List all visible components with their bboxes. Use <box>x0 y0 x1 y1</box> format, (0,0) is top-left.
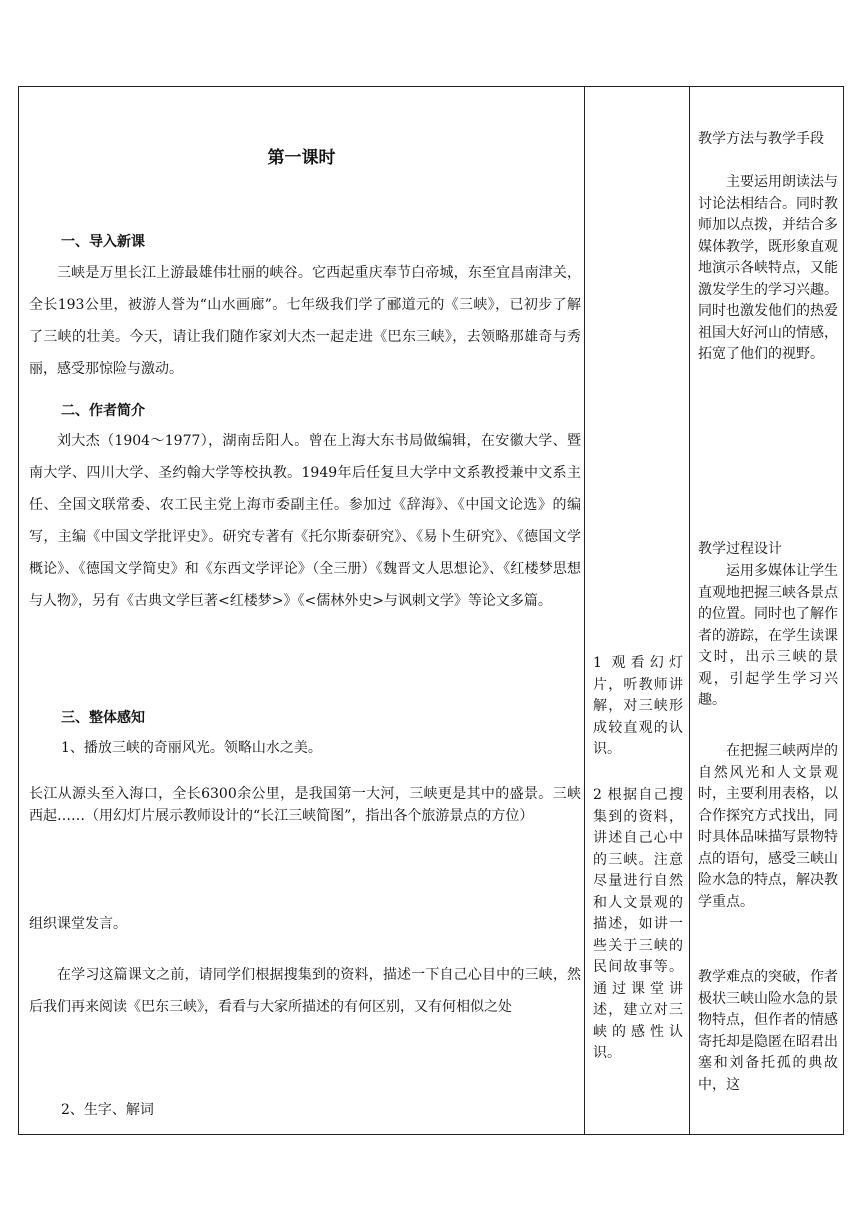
main-content-cell <box>19 87 585 1135</box>
yangtze-paragraph: 长江从源头至入海口，全长6300余公里，是我国第一大河，三峡更是其中的盛景。三峡西起……（用幻灯片展示教师设计的“长江三峡简图”，指出各个旅游景点的方位） <box>29 786 581 824</box>
organize-discussion: 组织课堂发言。 <box>29 916 127 932</box>
methods-heading: 教学方法与教学手段 <box>698 131 824 147</box>
student-activity-2: 2 根据自己搜集到的资料，讲述自己心中的三峡。注意尽量进行自然和人文景观的描述，如讲一些关于三峡的民间故事等。通过课堂讲述，建立对三峡的感性认识。 <box>593 787 683 1061</box>
overview-item-1: 1、播放三峡的奇丽风光。领略山水之美。 <box>61 740 322 756</box>
section-heading-intro: 一、导入新课 <box>61 234 145 250</box>
lesson-plan-table <box>18 86 844 1135</box>
student-activity-cell <box>585 87 690 1135</box>
process-text-3: 教学难点的突破，作者极状三峡山险水急的景物特点，但作者的情感寄托却是隐匿在昭君出塞和刘备托孤的典故中，这 <box>698 969 838 1093</box>
student-activity-1: 1 观看幻灯片，听教师讲解，对三峡形成较直观的认识。 <box>593 655 683 757</box>
author-paragraph: 刘大杰（1904～1977），湖南岳阳人。曾在上海大东书局做编辑，在安徽大学、暨南大学、四川大学、圣约翰大学等校执教。1949年后任复旦大学中文系教授兼中文系主任、全国文联常委、农工民主党上海市委副主任。参加过《辞海》、《中国文论选》的编写，主编《中国文学批评史》。研究专著有《托尔斯泰研究》、《易卜生研究》、《德国文学概论》、《德国文学简史》和《东西文学评论》（全三册）《魏晋文人思想论》、《红楼梦思想与人物》，另有《古典文学巨著<红楼梦>》《<儒林外史>与讽刺文学》等论文多篇。 <box>29 433 581 609</box>
design-notes-cell <box>690 87 844 1135</box>
lesson-title: 第一课时 <box>267 148 336 168</box>
process-heading: 教学过程设计 <box>698 541 782 557</box>
prompt-paragraph: 在学习这篇课文之前，请同学们根据搜集到的资料，描述一下自己心目中的三峡，然后我们再来阅读《巴东三峡》，看看与大家所描述的有何区别，又有何相似之处 <box>29 967 581 1015</box>
overview-item-2: 2、生字、解词 <box>61 1102 154 1118</box>
methods-text: 主要运用朗读法与讨论法相结合。同时教师加以点拨，并结合多媒体教学，既形象直观地演示各峡特点，又能激发学生的学习兴趣。同时也激发他们的热爱祖国大好河山的情感，拓宽了他们的视野。 <box>698 174 838 362</box>
intro-paragraph: 三峡是万里长江上游最雄伟壮丽的峡谷。它西起重庆奉节白帝城，东至宜昌南津关，全长193公里，被游人誉为“山水画廊”。七年级我们学了郦道元的《三峡》，已初步了解了三峡的壮美。今天，请让我们随作家刘大杰一起走进《巴东三峡》，去领略那雄奇与秀丽，感受那惊险与激动。 <box>29 265 581 377</box>
section-heading-overview: 三、整体感知 <box>61 710 145 726</box>
process-text-1: 运用多媒体让学生直观地把握三峡各景点的位置。同时也了解作者的游踪，在学生读课文时，出示三峡的景观，引起学生学习兴趣。 <box>698 563 838 708</box>
section-heading-author: 二、作者简介 <box>61 403 145 419</box>
process-text-2: 在把握三峡两岸的自然风光和人文景观时，主要利用表格，以合作探究方式找出，同时具体品味描写景物特点的语句，感受三峡山险水急的特点，解决教学重点。 <box>698 743 838 910</box>
